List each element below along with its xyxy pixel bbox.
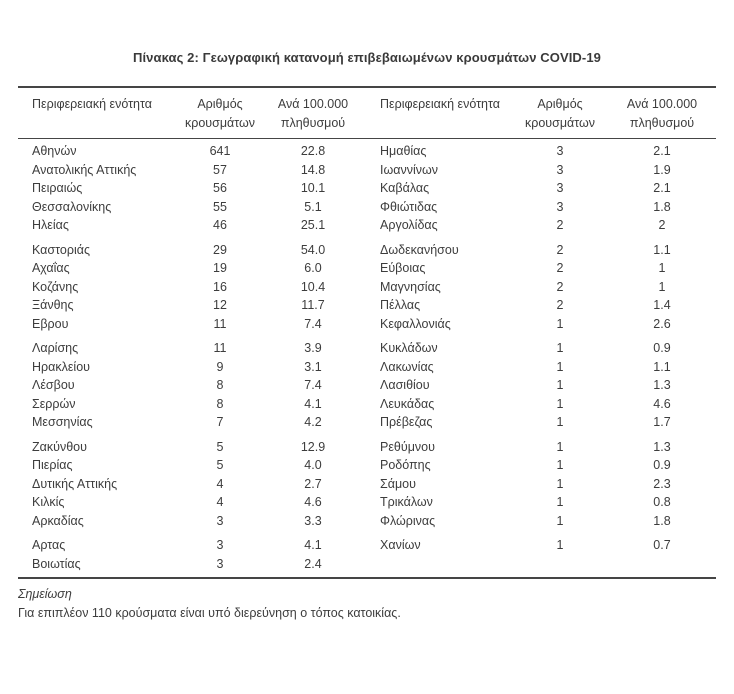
table-row xyxy=(18,259,716,278)
cases-cell-left: 4 xyxy=(216,476,224,491)
rate-cell-right: 1.4 xyxy=(653,298,671,312)
table-row xyxy=(18,142,716,161)
data-table xyxy=(18,86,716,579)
region-cell-left: Πειραιώς xyxy=(32,181,83,195)
cases-cell-right: 2 xyxy=(556,261,564,275)
rate-cell-right: 1.8 xyxy=(653,513,671,528)
region-cell-right: Χανίων xyxy=(380,538,421,552)
rate-cell-left: 10.4 xyxy=(300,279,326,294)
rate-cell-left: 7.4 xyxy=(304,316,322,331)
cases-cell-right: 1 xyxy=(556,458,564,472)
region-cell-right: Μαγνησίας xyxy=(380,279,441,294)
row-group xyxy=(18,241,716,334)
cases-cell-left: 3 xyxy=(216,556,224,571)
cases-cell-right: 3 xyxy=(556,199,564,214)
rate-cell-left: 4.2 xyxy=(304,415,322,429)
rate-cell-left: 5.1 xyxy=(304,199,322,214)
region-cell-right xyxy=(356,555,512,574)
region-cell-left: Πιερίας xyxy=(32,458,73,472)
table-row xyxy=(18,395,716,414)
region-cell-right: Λευκάδας xyxy=(380,396,435,411)
rate-cell-right: 1 xyxy=(658,261,666,275)
header-cases-right xyxy=(512,95,608,133)
region-cell-left: Κοζάνης xyxy=(32,279,79,294)
region-cell-left: Αρκαδίας xyxy=(32,513,84,528)
cases-cell-right: 1 xyxy=(556,476,564,491)
region-cell-left: Αθηνών xyxy=(32,144,77,158)
region-cell-left: Θεσσαλονίκης xyxy=(32,199,112,214)
cases-cell-left: 4 xyxy=(216,495,224,509)
table-row xyxy=(18,376,716,395)
table-row xyxy=(18,438,716,457)
cases-cell-left: 46 xyxy=(213,218,227,232)
cases-cell-left: 11 xyxy=(213,341,227,355)
region-cell-right: Κεφαλλονιάς xyxy=(380,316,451,331)
cases-cell-left: 3 xyxy=(216,513,224,528)
cases-cell-right: 1 xyxy=(556,316,564,331)
rate-cell-right: 0.7 xyxy=(653,538,671,552)
rate-cell-right: 2.1 xyxy=(653,144,671,158)
row-group xyxy=(18,438,716,531)
cases-cell-left: 29 xyxy=(213,242,227,257)
region-cell-right: Ρεθύμνου xyxy=(380,439,435,454)
region-cell-left: Αχαΐας xyxy=(32,261,70,275)
rate-cell-right: 1.1 xyxy=(653,359,671,374)
cases-cell-right: 2 xyxy=(556,298,564,312)
rate-cell-left: 10.1 xyxy=(300,181,326,195)
cases-cell-right: 2 xyxy=(556,218,564,232)
region-cell-left: Ηρακλείου xyxy=(32,359,91,374)
table-row xyxy=(18,493,716,512)
table-row xyxy=(18,536,716,555)
cases-cell-right: 1 xyxy=(556,513,564,528)
rate-cell-right: 1 xyxy=(658,279,666,294)
table-row xyxy=(18,161,716,180)
table-row xyxy=(18,358,716,377)
rate-cell-left: 3.9 xyxy=(304,341,322,355)
cases-cell-left: 641 xyxy=(209,144,231,158)
table-row xyxy=(18,413,716,432)
region-cell-left: Λέσβου xyxy=(32,378,75,392)
header-rate-right xyxy=(608,95,716,133)
region-cell-left: Εβρου xyxy=(32,316,69,331)
cases-cell-left: 55 xyxy=(213,199,227,214)
cases-cell-right: 1 xyxy=(556,415,564,429)
header-region-left: Περιφερειακή ενότητα xyxy=(32,97,153,111)
table-row xyxy=(18,179,716,198)
rate-cell-left: 3.3 xyxy=(304,513,322,528)
region-cell-left: Σερρών xyxy=(32,396,76,411)
table-row xyxy=(18,315,716,334)
rate-cell-right: 0.8 xyxy=(653,495,671,509)
cases-cell-right: 1 xyxy=(556,378,564,392)
cases-cell-right: 2 xyxy=(556,279,564,294)
table-row xyxy=(18,512,716,531)
cases-cell-left: 56 xyxy=(213,181,227,195)
row-group xyxy=(18,339,716,432)
rate-cell-left: 3.1 xyxy=(304,359,322,374)
rate-cell-right: 1.8 xyxy=(653,199,671,214)
region-cell-right: Σάμου xyxy=(380,476,416,491)
region-cell-right: Πέλλας xyxy=(380,298,421,312)
region-cell-left: Λαρίσης xyxy=(32,341,79,355)
cases-cell-right: 3 xyxy=(556,144,564,158)
region-cell-right: Καβάλας xyxy=(380,181,430,195)
cases-cell-right: 1 xyxy=(556,495,564,509)
region-cell-right: Πρέβεζας xyxy=(380,415,433,429)
region-cell-right: Εύβοιας xyxy=(380,261,426,275)
rate-cell-left: 11.7 xyxy=(301,298,325,312)
cases-cell-left: 11 xyxy=(213,316,227,331)
table-row xyxy=(18,475,716,494)
rate-cell-right: 0.9 xyxy=(653,458,671,472)
rate-cell-left: 12.9 xyxy=(300,439,326,454)
cases-cell-right: 1 xyxy=(556,439,564,454)
header-cases-left-line2: κρουσμάτων xyxy=(184,116,256,130)
rate-cell-right: 2.3 xyxy=(653,476,671,491)
table-row xyxy=(18,339,716,358)
cases-cell-right: 3 xyxy=(556,162,564,177)
region-cell-right: Ροδόπης xyxy=(380,458,431,472)
region-cell-left: Ανατολικής Αττικής xyxy=(32,162,137,177)
cases-cell-left: 5 xyxy=(216,458,224,472)
cases-cell-left: 3 xyxy=(216,538,224,552)
cases-cell-left: 5 xyxy=(216,439,224,454)
footnote-label: Σημείωση xyxy=(18,587,72,601)
cases-cell-left: 9 xyxy=(216,359,224,374)
region-cell-left: Ζακύνθου xyxy=(32,439,87,454)
rate-cell-left: 7.4 xyxy=(304,378,322,392)
cases-cell-right xyxy=(512,555,608,574)
table-row xyxy=(18,555,716,574)
region-cell-right: Τρικάλων xyxy=(380,495,433,509)
rate-cell-right: 1.3 xyxy=(653,378,671,392)
rate-cell-left: 4.1 xyxy=(304,538,322,552)
header-cases-right-line1: Αριθμός xyxy=(537,97,583,111)
footnote-text: Για επιπλέον 110 κρούσματα είναι υπό διερεύνηση ο τόπος κατοικίας. xyxy=(18,606,401,620)
rate-cell-right: 1.3 xyxy=(653,439,671,454)
region-cell-left: Κιλκίς xyxy=(32,495,65,509)
rate-cell-right: 1.1 xyxy=(653,242,671,257)
cases-cell-right: 1 xyxy=(556,341,564,355)
table-row xyxy=(18,198,716,217)
region-cell-left: Καστοριάς xyxy=(32,242,90,257)
header-rate-left xyxy=(270,95,356,133)
rate-cell-right: 2.1 xyxy=(653,181,671,195)
row-group xyxy=(18,142,716,235)
rate-cell-left: 6.0 xyxy=(304,261,322,275)
rate-cell-right: 4.6 xyxy=(653,396,671,411)
header-rate-left-line2: πληθυσμού xyxy=(280,116,346,130)
footnote xyxy=(18,579,716,623)
region-cell-right: Κυκλάδων xyxy=(380,341,438,355)
region-cell-right: Λασιθίου xyxy=(380,378,430,392)
cases-cell-left: 19 xyxy=(213,261,227,275)
cases-cell-right: 1 xyxy=(556,396,564,411)
rate-cell-left: 4.0 xyxy=(304,458,322,472)
row-group xyxy=(18,536,716,573)
rate-cell-left: 4.6 xyxy=(304,495,322,509)
header-rate-right-line2: πληθυσμού xyxy=(629,116,695,130)
cases-cell-left: 8 xyxy=(216,396,224,411)
rate-cell-right: 2.6 xyxy=(653,316,671,331)
region-cell-left: Ηλείας xyxy=(32,218,69,232)
rate-cell-left: 2.4 xyxy=(304,556,322,571)
cases-cell-right: 3 xyxy=(556,181,564,195)
header-rate-left-line1: Ανά 100.000 xyxy=(277,97,349,111)
region-cell-left: Αρτας xyxy=(32,538,66,552)
table-row xyxy=(18,278,716,297)
header-cases-left xyxy=(170,95,270,133)
rate-cell-left: 22.8 xyxy=(300,144,326,158)
cases-cell-left: 16 xyxy=(213,279,227,294)
cases-cell-left: 7 xyxy=(216,415,224,429)
rate-cell-left: 2.7 xyxy=(304,476,322,491)
cases-cell-right: 1 xyxy=(556,359,564,374)
rate-cell-left: 54.0 xyxy=(300,242,326,257)
rate-cell-right: 0.9 xyxy=(653,341,671,355)
cases-cell-left: 57 xyxy=(213,162,227,177)
header-region-right: Περιφερειακή ενότητα xyxy=(380,97,501,111)
rate-cell-left: 25.1 xyxy=(300,218,326,232)
cases-cell-left: 8 xyxy=(216,378,224,392)
rate-cell-left: 14.8 xyxy=(300,162,326,177)
cases-cell-left: 12 xyxy=(213,298,227,312)
region-cell-left: Δυτικής Αττικής xyxy=(32,476,118,491)
rate-cell-right: 1.9 xyxy=(653,162,671,177)
table-row xyxy=(18,456,716,475)
region-cell-left: Βοιωτίας xyxy=(32,556,81,571)
rate-cell-right: 2 xyxy=(658,218,666,232)
header-rate-right-line1: Ανά 100.000 xyxy=(626,97,698,111)
region-cell-right: Αργολίδας xyxy=(380,218,438,232)
cases-cell-right: 1 xyxy=(556,538,564,552)
region-cell-right: Φλώρινας xyxy=(380,513,436,528)
region-cell-right: Λακωνίας xyxy=(380,359,434,374)
header-cases-left-line1: Αριθμός xyxy=(197,97,243,111)
header-cases-right-line2: κρουσμάτων xyxy=(524,116,596,130)
table-body xyxy=(18,139,716,577)
cases-cell-right: 2 xyxy=(556,242,564,257)
region-cell-right: Φθιώτιδας xyxy=(380,199,438,214)
rate-cell-left: 4.1 xyxy=(304,396,322,411)
rate-cell-right: 1.7 xyxy=(653,415,671,429)
region-cell-left: Μεσσηνίας xyxy=(32,415,93,429)
rate-cell-right xyxy=(608,555,716,574)
table-row xyxy=(18,241,716,260)
region-cell-left: Ξάνθης xyxy=(32,298,74,312)
region-cell-right: Δωδεκανήσου xyxy=(380,242,459,257)
page-title: Πίνακας 2: Γεωγραφική κατανομή επιβεβαιωμένων κρουσμάτων COVID-19 xyxy=(132,50,602,65)
region-cell-right: Ιωαννίνων xyxy=(380,162,438,177)
region-cell-right: Ημαθίας xyxy=(380,144,427,158)
table-header xyxy=(18,88,716,138)
table-row xyxy=(18,216,716,235)
table-row xyxy=(18,296,716,315)
